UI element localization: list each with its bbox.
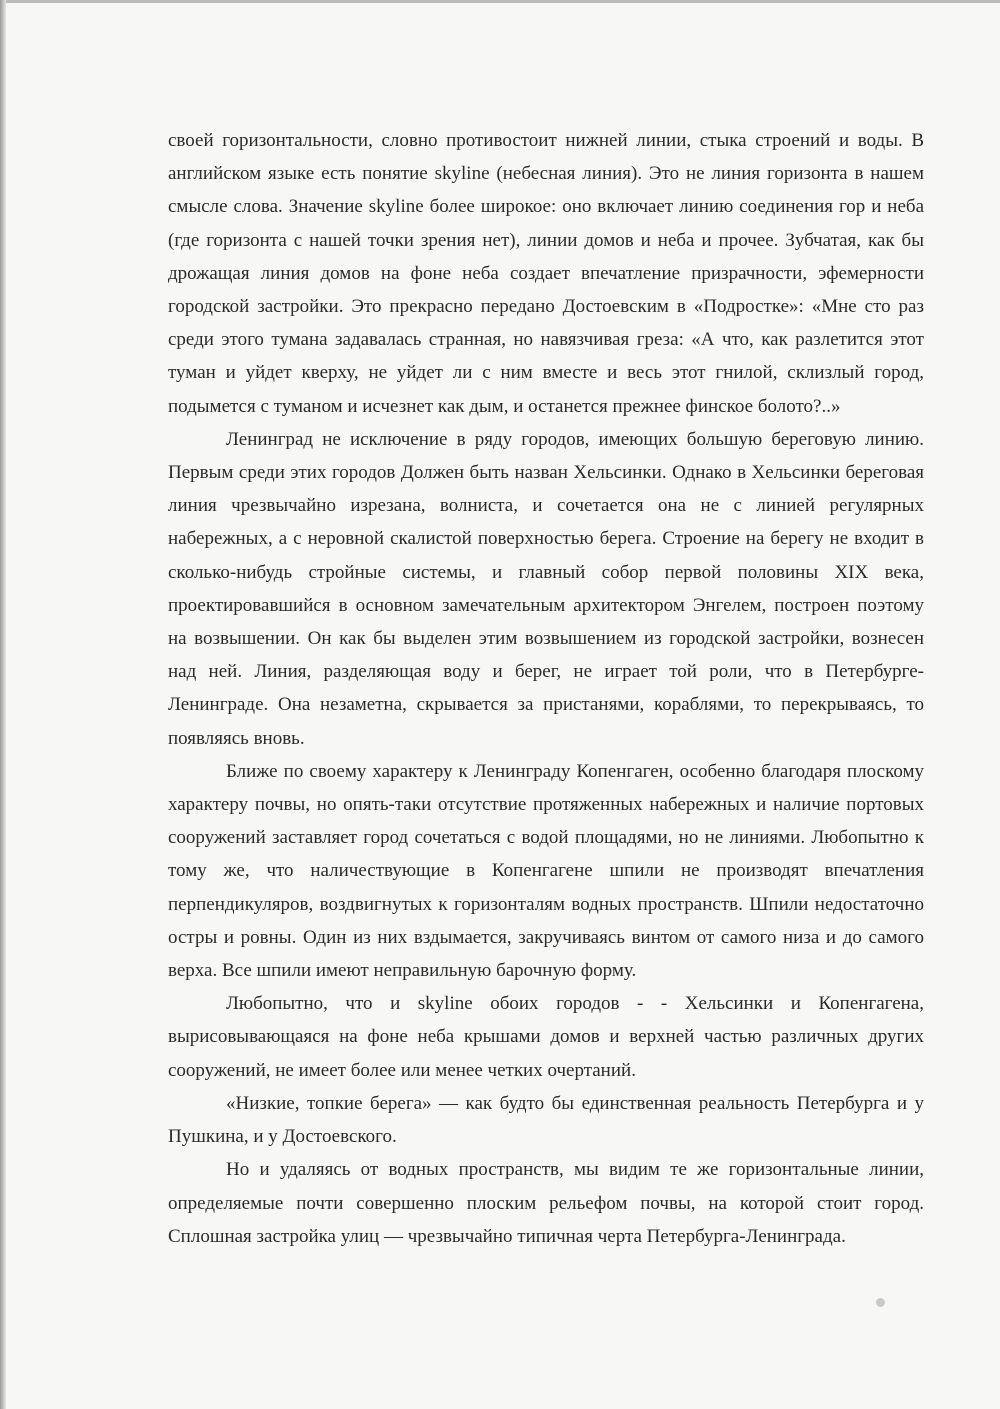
paragraph-4: Любопытно, что и skyline обоих городов - - Хельсинки и Копенгагена, вырисовывающаяся на фоне неба крышами домов и верхней частью различных других сооружений, не имеет более или менее четких очертаний. — [168, 993, 924, 1081]
paragraph-1: своей горизонтальности, словно противостоит нижней линии, стыка строений и воды. В английском языке есть понятие skyline (небесная линия). Это не линия горизонта в нашем смысле слова. Значение skyline более широкое: оно включает линию соединения гор и неба (где горизонта с нашей точки зрения нет), линии домов и неба и прочее. Зубчатая, как бы дрожащая линия домов на фоне неба создает впечатление призрачности, эфемерности городской застройки. Это прекрасно передано Достоевским в «Подростке»: «Мне сто раз среди этого тумана задавалась странная, но навязчивая греза: «А что, как разлетится этот туман и уйдет кверху, не уйдет ли с ним вместе и весь этот гнилой, склизлый город, подымется с туманом и исчезнет как дым, и останется прежнее финское болото?..» — [168, 130, 924, 417]
scan-left-edge — [0, 0, 6, 1409]
paragraph-2: Ленинград не исключение в ряду городов, имеющих большую береговую линию. Первым среди этих городов Должен быть назван Хельсинки. Однако в Хельсинки береговая линия чрезвычайно изрезана, волниста, и сочетается она не с линией регулярных набережных, а с неровной скалистой поверхностью берега. Строение на берегу не входит в сколько-нибудь стройные системы, и главный собор первой половины XIX века, проектировавшийся в основном замечательным архитектором Энгелем, построен поэтому на возвышении. Он как бы выделен этим возвышением из городской застройки, вознесен над ней. Линия, разделяющая воду и берег, не играет той роли, что в Петербурге-Ленинграде. Она незаметна, скрывается за пристанями, кораблями, то перекрываясь, то появляясь вновь. — [168, 428, 924, 749]
paragraph-3: Ближе по своему характеру к Ленинграду Копенгаген, особенно благодаря плоскому характеру почвы, но опять-таки отсутствие протяженных набережных и наличие портовых сооружений заставляет город сочетаться с водой площадями, но не линиями. Любопытно к тому же, что наличествующие в Копенгагене шпили не производят впечатления перпендикуляров, воздвигнутых к горизонталям водных пространств. Шпили недостаточно остры и ровны. Один из них вздымается, закручиваясь винтом от самого низа и до самого верха. Все шпили имеют неправильную барочную форму. — [168, 760, 924, 982]
scan-smudge-mark — [876, 1298, 885, 1307]
paragraph-6: Но и удаляясь от водных пространств, мы видим те же горизонтальные линии, определяемые почти совершенно плоским рельефом почвы, на которой стоит город. Сплошная застройка улиц — чрезвычайно типичная черта Петербурга-Ленинграда. — [168, 1159, 924, 1247]
document-body — [168, 124, 924, 1253]
paragraph-5: «Низкие, топкие берега» — как будто бы единственная реальность Петербурга и у Пушкина, и у Достоевского. — [168, 1092, 924, 1148]
scan-top-edge — [0, 0, 1000, 3]
